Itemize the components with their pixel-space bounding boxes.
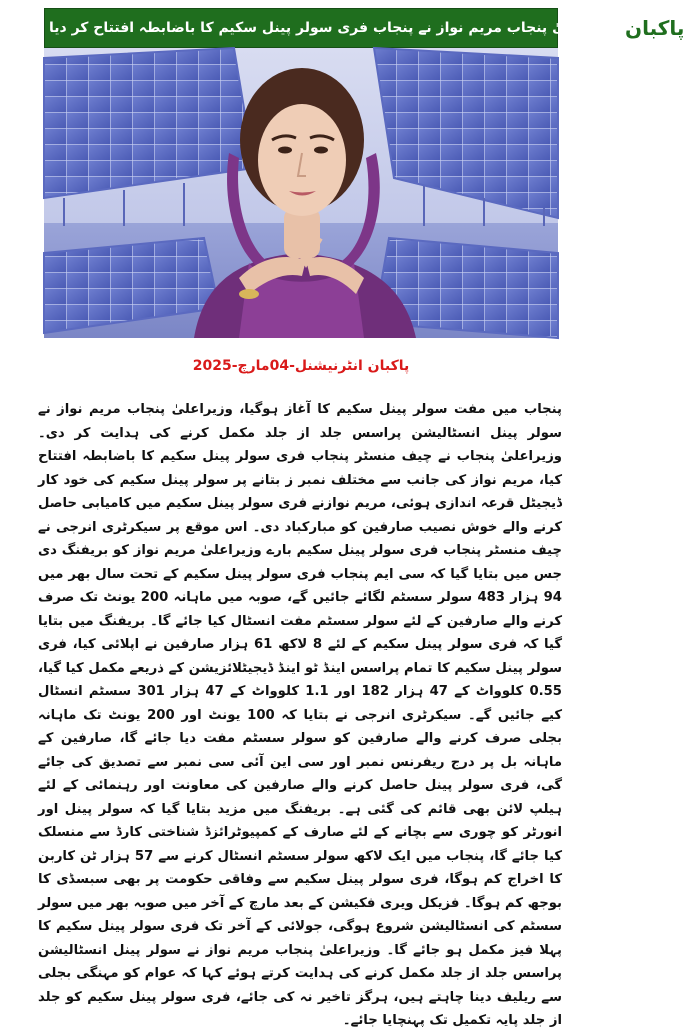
dateline: پاکبان انٹرنیشنل-04مارچ-2025 <box>192 358 410 374</box>
article-body: پنجاب میں مفت سولر پینل سکیم کا آغاز ہوگیا، وزیراعلیٰ پنجاب مریم نواز نے سولر پینل انسٹالیشن پراسس جلد از جلد مکمل کرنے کی ہدایت کر دی۔ وزیراعلیٰ پنجاب نے چیف منسٹر پنجاب فری سولر پینل سکیم کا باضابطہ افتتاح کیا، مریم نواز کی جانب سے مختلف نمبر ز بتانے پر سولر پینل سکیم کی خود کار ڈیجیٹل قرعہ اندازی ہوئی، مریم نوازنے فری سولر پینل سکیم میں کامیابی حاصل کرنے والے خوش نصیب صارفین کو مبارکباد دی۔ اس موقع پر سیکرٹری انرجی نے چیف منسٹر پنجاب فری سولر پینل سکیم بارے وزیراعلیٰ مریم نواز کو بریفنگ دی جس میں بتایا گیا کہ سی ایم پنجاب فری سولر پینل سکیم کے تحت سال بھر میں 94 ہزار 483 سولر سسٹم لگائے جائیں گے، صوبہ میں ماہانہ 200 یونٹ تک صرف کرنے والے صارفین کے لئے سولر سسٹم مفت انسٹال کیا جائے گا۔ بریفنگ میں بتایا گیا کہ فری سولر پینل سکیم کے لئے 8 لاکھ 61 ہزار صارفین نے اپلائی کیا، فری سولر پینل سکیم کا تمام پراسس اینڈ ٹو اینڈ ڈیجیٹلائزیشن کے ذریعے مکمل کیا گیا، 0.55 کلوواٹ کے 47 ہزار 182 اور 1.1 کلوواٹ کے 47 ہزار 301 سسٹم انسٹال کیے جائیں گے۔ سیکرٹری انرجی نے بتایا کہ 100 یونٹ اور 200 یونٹ تک ماہانہ بجلی صرف کرنے والے صارفین کو سولر سسٹم مفت دیا جائے گا، صارفین کے ماہانہ بل پر درج ریفرنس نمبر اور سی این آئی سی نمبر سے تصدیق کی جائے گی، فری سولر پینل حاصل کرنے والے صارفین کی معاونت اور رہنمائی کے لئے ہیلپ لائن بھی قائم کی گئی ہے۔ بریفنگ میں مزید بتایا گیا کہ سولر پینل اور انورٹر کو چوری سے بچانے کے لئے صارف کے کمپیوٹرائزڈ شناختی کارڈ سے منسلک کیا جائے گا، پنجاب میں ایک لاکھ سولر سسٹم انسٹال کرنے سے 57 ہزار ٹن کاربن کا اخراج کم ہوگا، فری سولر پینل سکیم سے وفاقی حکومت پر بھی سبسڈی کا بوجھ کم ہوگا۔ فزیکل ویری فکیشن کے بعد مارچ کے آخر میں صوبہ بھر میں سولر سسٹم کی انسٹالیشن شروع ہوگی، جولائی کے آخر تک فری سولر پینل سکیم کا پہلا فیز مکمل ہو جائے گا۔ وزیراعلیٰ پنجاب مریم نواز نے سولر پینل انسٹالیشن پراسس جلد از جلد مکمل کرنے کی ہدایت کرتے ہوئے کہا کہ عوام کو مہنگی بجلی سے ریلیف دینا چاہتے ہیں، ہرگز تاخیر نہ کی جائے، فری سولر پینل سکیم کو جلد از جلد پایہ تکمیل تک پہنچایا جائے۔ <box>38 402 562 1028</box>
solar-panel-portrait-image <box>44 48 558 338</box>
news-photo <box>44 48 558 338</box>
headline: وزیراعلیٰ پنجاب مریم نواز نے پنجاب فری سولر پینل سکیم کا باضابطہ افتتاح کر دیا <box>49 20 618 36</box>
brand-logo: پاکبان <box>625 12 684 44</box>
news-header-bar <box>44 8 684 48</box>
